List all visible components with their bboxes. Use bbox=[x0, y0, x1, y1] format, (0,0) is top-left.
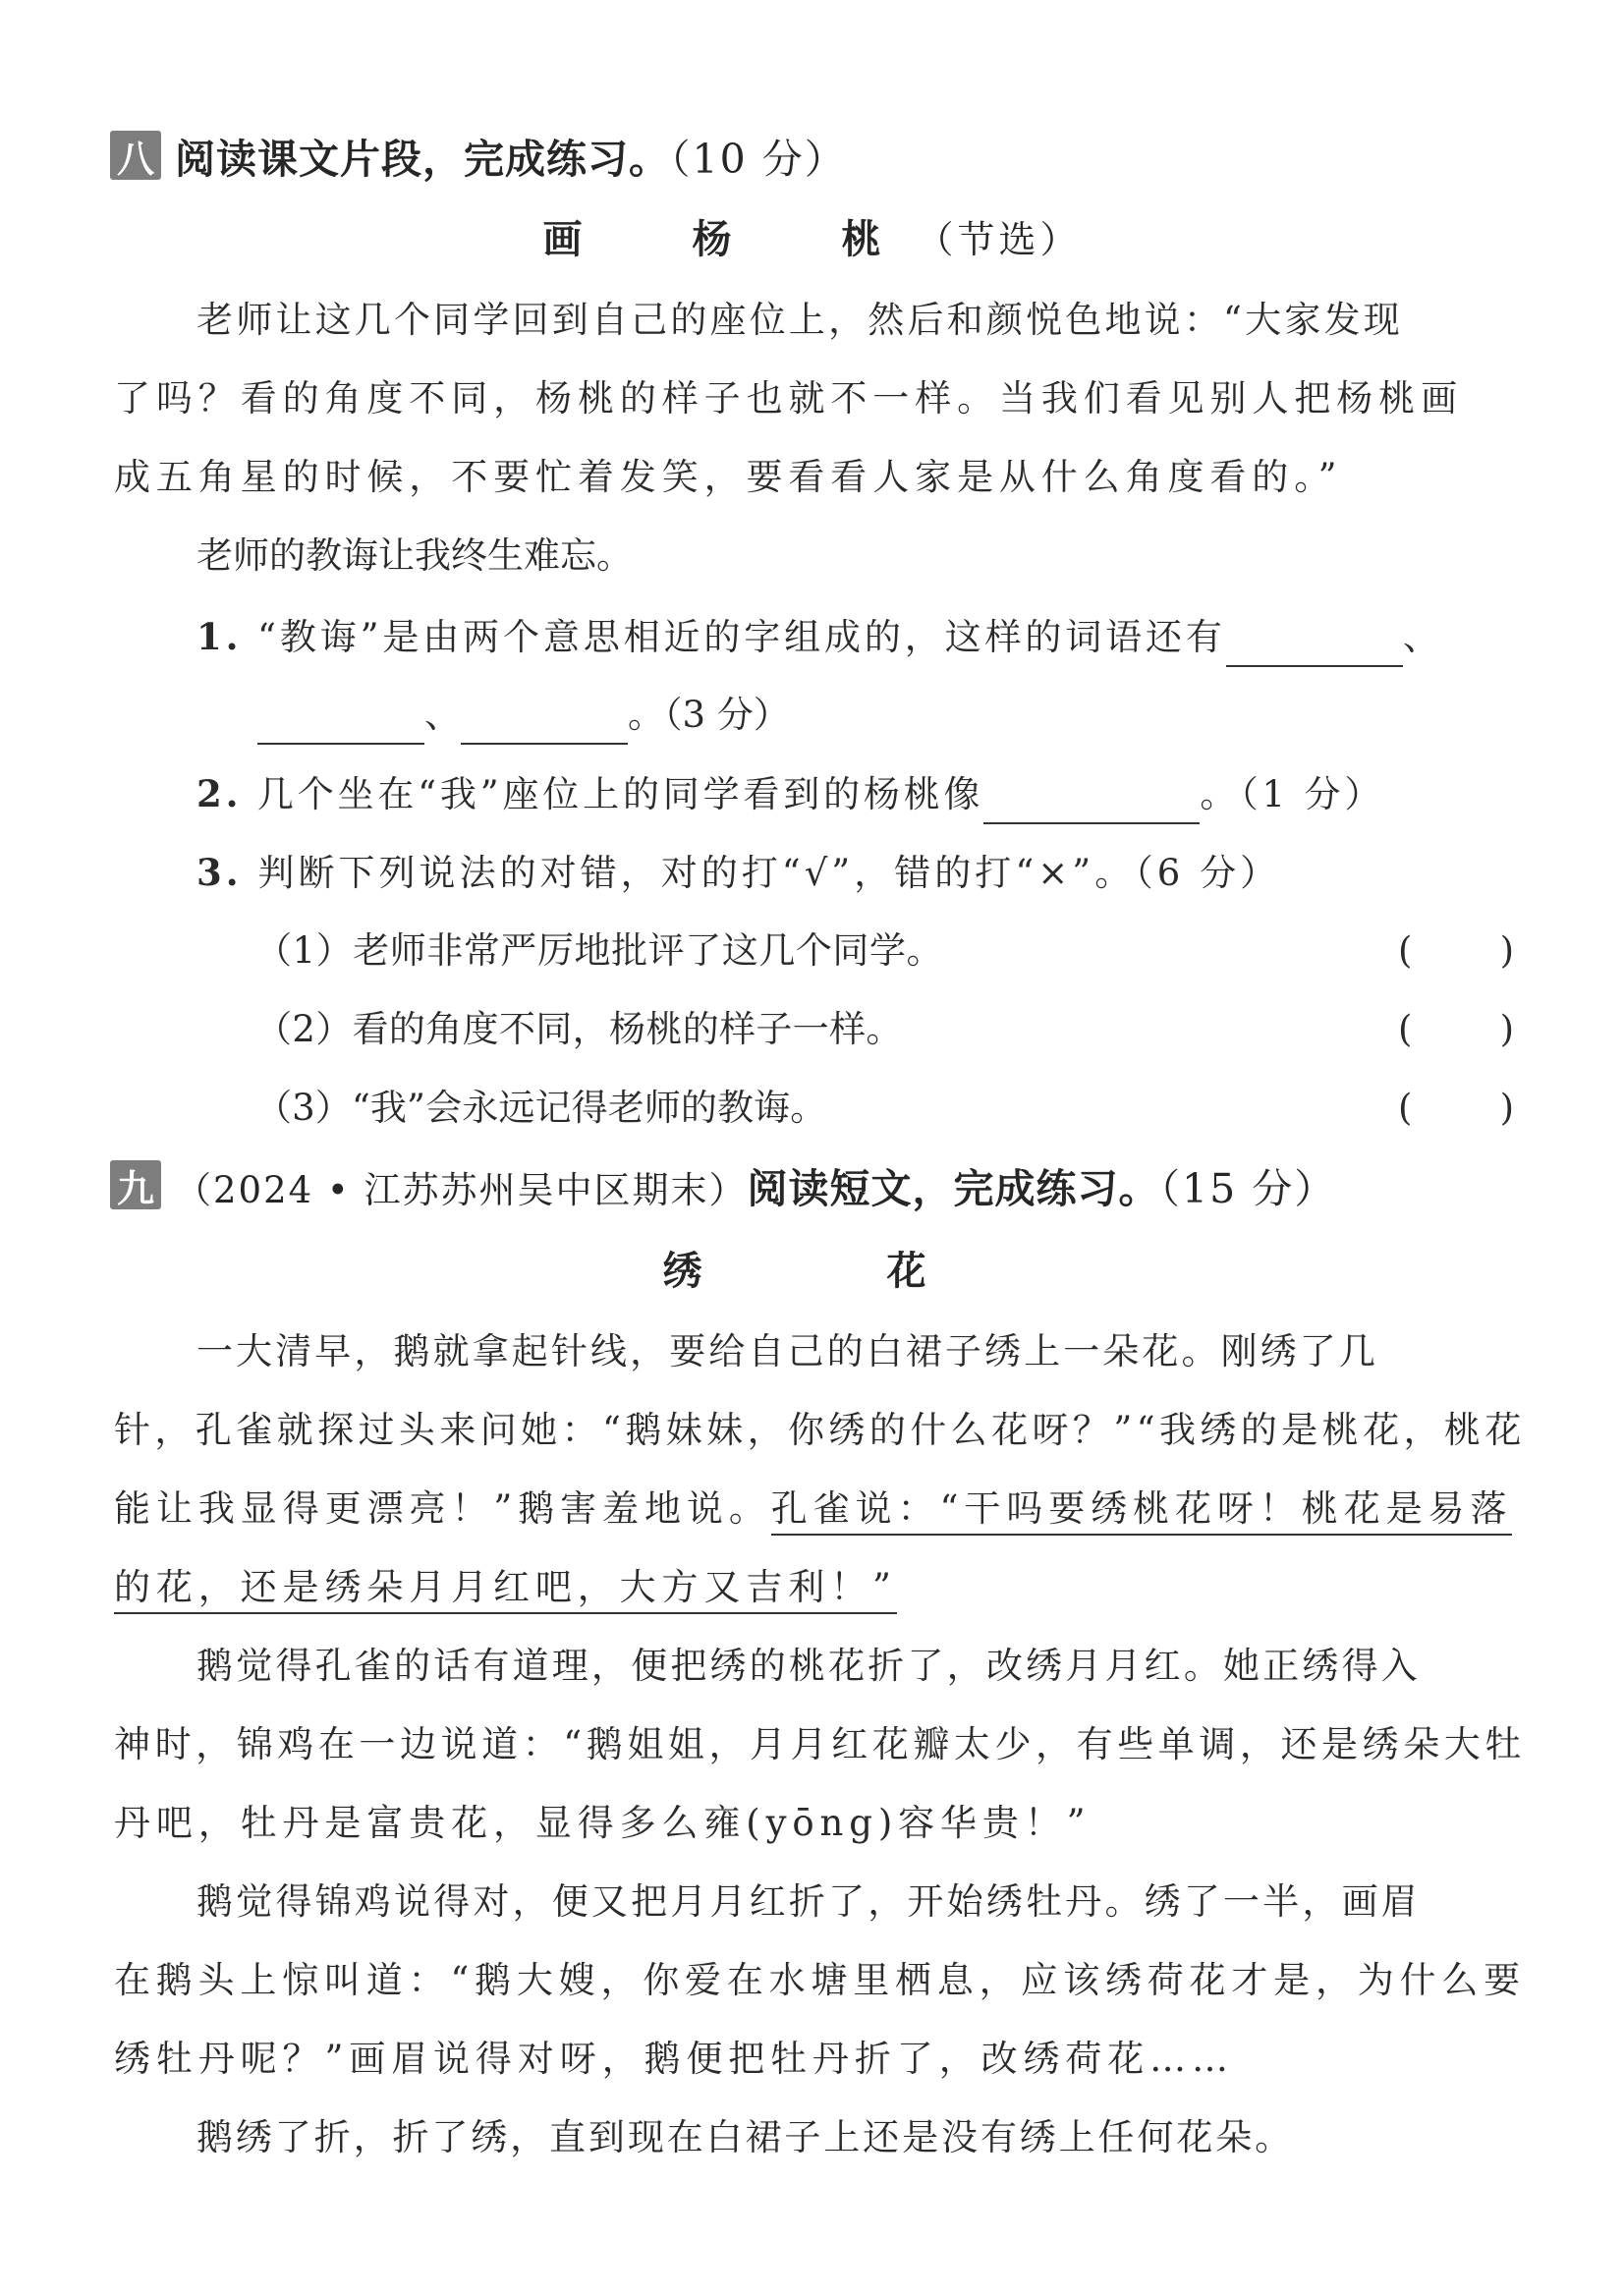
question-1: 1. “教诲”是由两个意思相近的字组成的，这样的词语还有 、 bbox=[196, 607, 1611, 666]
section-9-source: （2024 • 江苏苏州吴中区期末） bbox=[175, 1168, 748, 1211]
section-8-heading bbox=[110, 126, 847, 185]
passage9-line: 一大清早，鹅就拿起针线，要给自己的白裙子绣上一朵花。刚绣了几 bbox=[196, 1330, 1378, 1372]
answer-parentheses[interactable]: ( ) bbox=[1398, 929, 1514, 972]
question-1-continued: 、 。（3 分） bbox=[257, 686, 1624, 745]
judgement-item: （3）“我”会永远记得老师的教诲。 bbox=[255, 1087, 827, 1129]
answer-blank[interactable] bbox=[257, 700, 424, 745]
passage9-line: 神时，锦鸡在一边说道：“鹅姐姐，月月红花瓣太少，有些单调，还是绣朵大牡 bbox=[114, 1723, 1526, 1765]
answer-blank[interactable] bbox=[1226, 622, 1403, 667]
passage8-line: 成五角星的时候，不要忙着发笑，要看看人家是从什么角度看的。” bbox=[114, 456, 1343, 498]
passage-title-xiuhua: 绣 花 bbox=[662, 1249, 962, 1294]
passage-title-yangtao: 画 杨 桃（节选） bbox=[542, 217, 1082, 262]
passage8-line: 老师让这几个同学回到自己的座位上，然后和颜悦色地说：“大家发现 bbox=[196, 299, 1403, 341]
answer-blank[interactable] bbox=[983, 779, 1200, 824]
passage9-line: 能让我显得更漂亮！”鹅害羞地说。孔雀说：“干吗要绣桃花呀！桃花是易落 bbox=[114, 1480, 1529, 1539]
section-9-badge: 九 bbox=[110, 1160, 161, 1209]
underlined-sentence: 的花，还是绣朵月月红吧，大方又吉利！” bbox=[114, 1566, 897, 1614]
passage9-line: 在鹅头上惊叫道：“鹅大嫂，你爱在水塘里栖息，应该绣荷花才是，为什么要 bbox=[114, 1959, 1526, 2001]
section-8-points: （10 分） bbox=[670, 135, 847, 183]
question-2: 2. 几个坐在“我”座位上的同学看到的杨桃像 。（1 分） bbox=[196, 764, 1611, 823]
passage8-line: 老师的教诲让我终生难忘。 bbox=[196, 534, 633, 577]
passage9-line: 绣牡丹呢？”画眉说得对呀，鹅便把牡丹折了，改绣荷花…… bbox=[114, 2038, 1234, 2080]
answer-parentheses[interactable]: ( ) bbox=[1398, 1008, 1514, 1050]
section-9-heading bbox=[110, 1155, 1336, 1214]
passage9-line: 鹅绣了折，折了绣，直到现在白裙子上还是没有绣上任何花朵。 bbox=[196, 2116, 1294, 2158]
section-8-instruction: 阅读课文片段，完成练习。 bbox=[175, 135, 670, 183]
question-3: 3. 判断下列说法的对错，对的打“√”，错的打“×”。（6 分） bbox=[196, 851, 1281, 894]
passage9-line bbox=[114, 1558, 1529, 1617]
passage9-line: 鹅觉得锦鸡说得对，便又把月月红折了，开始绣牡丹。绣了一半，画眉 bbox=[196, 1880, 1421, 1923]
section-9-points: （15 分） bbox=[1159, 1164, 1337, 1212]
section-8-badge: 八 bbox=[110, 131, 161, 180]
passage8-line: 了吗？看的角度不同，杨桃的样子也就不一样。当我们看见别人把杨桃画 bbox=[114, 377, 1463, 420]
answer-parentheses[interactable]: ( ) bbox=[1398, 1087, 1514, 1129]
judgement-item: （1）老师非常严厉地批评了这几个同学。 bbox=[255, 929, 944, 972]
judgement-item: （2）看的角度不同，杨桃的样子一样。 bbox=[255, 1008, 903, 1050]
section-9-instruction: 阅读短文，完成练习。 bbox=[747, 1164, 1160, 1212]
passage9-line: 丹吧，牡丹是富贵花，显得多么雍(yōng)容华贵！” bbox=[114, 1802, 1092, 1844]
passage9-line: 鹅觉得孔雀的话有道理，便把绣的桃花折了，改绣月月红。她正绣得入 bbox=[196, 1645, 1421, 1687]
passage9-line: 针，孔雀就探过头来问她：“鹅妹妹，你绣的什么花呀？”“我绣的是桃花，桃花 bbox=[114, 1409, 1526, 1451]
underlined-sentence: 孔雀说：“干吗要绣桃花呀！桃花是易落 bbox=[771, 1487, 1513, 1536]
answer-blank[interactable] bbox=[461, 700, 628, 745]
